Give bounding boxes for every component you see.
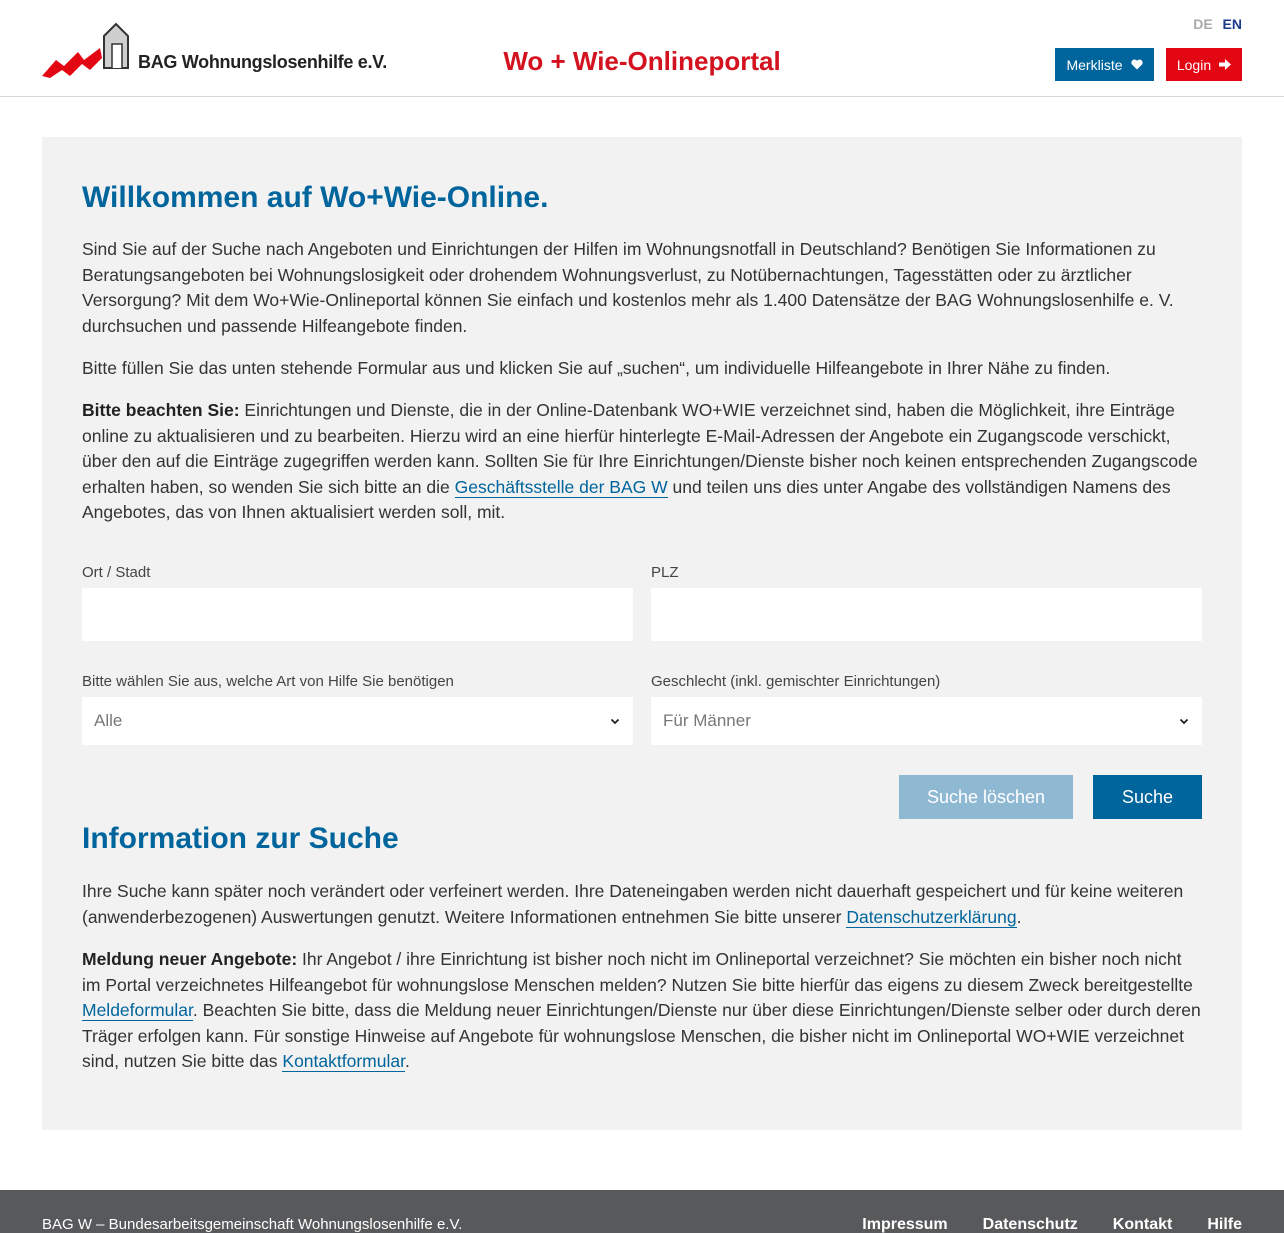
notice-bold: Bitte beachten Sie: (82, 400, 240, 420)
notice-text-1: Einrichtungen und Dienste, die in der Online-Datenbank WO+WIE verzeichnet sind, haben die Möglichkeit, ihre Einträge online zu aktualisieren und zu bearbeiten. Hierzu wird an eine hierfür hinterlegte E-Mail-Adressen der Angebote ein Zugangscode verschickt, über den auf die Einträge zugegriffen werden kann. Sollten Sie für Ihre Einrichtungen/Dienste bisher noch keinen entsprechenden Zugangscode erhalten haben, so wenden Sie sich bitte an die (82, 400, 1198, 497)
info-text-end: . (1016, 906, 1022, 927)
info-text-1: Ihre Suche kann später noch verändert oder verfeinert werden. Ihre Dateneingaben werden nicht dauerhaft gespeichert und für keine weiteren (anwenderbezogenen) Auswertungen genutzt. Weitere Informationen entnehmen Sie bitte unserer (82, 881, 1184, 927)
city-input[interactable] (82, 588, 633, 641)
footer-link-impressum[interactable]: Impressum (862, 1216, 948, 1233)
gender-label: Geschlecht (inkl. gemischter Einrichtungen) (651, 673, 941, 690)
main-panel (42, 137, 1242, 1130)
info-title: Information zur Suche (82, 822, 399, 855)
logo-text: BAG Wohnungslosenhilfe e.V. (138, 52, 387, 72)
notice-text (82, 398, 1202, 526)
page-title: Willkommen auf Wo+Wie-Online. (82, 181, 549, 214)
footer-org: BAG W – Bundesarbeitsgemeinschaft Wohnungslosenhilfe e.V. (42, 1216, 463, 1233)
footer-link-kontakt[interactable]: Kontakt (1112, 1216, 1173, 1233)
kontaktformular-link[interactable]: Kontaktformular (282, 1051, 405, 1071)
portal-title: Wo + Wie-Onlineportal (503, 46, 781, 76)
clear-search-button[interactable]: Suche löschen (899, 775, 1073, 819)
report-text (82, 947, 1202, 1075)
lang-de-link[interactable]: DE (1193, 16, 1213, 32)
lang-en-link[interactable]: EN (1222, 16, 1242, 32)
notice-text-2: und teilen uns dies unter Angabe des vollständigen Namens des Angebotes, das von Ihnen aktualisiert werden soll, mit. (82, 476, 1171, 522)
gender-value: Für Männer (663, 711, 751, 730)
report-text-2: . Beachten Sie bitte, dass die Meldung neuer Einrichtungen/Dienste nur über diese Einrichtungen/Dienste selber oder durch deren Träger erfolgen kann. Für sonstige Hinweise auf Angebote für wohnungslose Menschen, die bisher nicht im Onlineportal WO+WIE verzeichnet sind, nutzen Sie bitte das (82, 1000, 1201, 1071)
intro-text: Sind Sie auf der Suche nach Angeboten und Einrichtungen der Hilfen im Wohnungsnotfall in Deutschland? Benötigen Sie Informationen zu Beratungsangeboten bei Wohnungslosigkeit oder drohendem Wohnungsverlust, zu Notübernachtungen, Tagesstätten oder zu ärztlicher Versorgung? Mit dem Wo+Wie-Onlineportal können Sie einfach und kostenlos mehr als 1.400 Datensätze der BAG Wohnungslosenhilfe e. V. durchsuchen und passende Hilfeangebote finden. (82, 239, 1174, 336)
arrow-right-icon (1219, 59, 1231, 70)
site-footer (0, 1190, 1284, 1233)
merkliste-button[interactable] (1055, 48, 1154, 81)
heart-icon (1131, 59, 1143, 70)
instruction-text: Bitte füllen Sie das unten stehende Formular aus und klicken Sie auf „suchen“, um individuelle Hilfeangebote in Ihrer Nähe zu finden. (82, 358, 1111, 378)
chevron-down-icon (1178, 715, 1190, 727)
meldeformular-link[interactable]: Meldeformular (82, 1000, 193, 1020)
footer-link-hilfe[interactable]: Hilfe (1207, 1216, 1242, 1233)
help-type-label: Bitte wählen Sie aus, welche Art von Hilfe Sie benötigen (82, 673, 454, 690)
login-button[interactable] (1166, 48, 1242, 81)
footer-nav (862, 1216, 1242, 1233)
chevron-down-icon (609, 715, 621, 727)
report-end: . (404, 1051, 410, 1071)
footer-link-datenschutz[interactable]: Datenschutz (982, 1216, 1078, 1233)
login-label: Login (1176, 56, 1212, 73)
merkliste-label: Merkliste (1066, 56, 1123, 73)
site-header (0, 0, 1284, 97)
gender-select[interactable] (651, 697, 1202, 745)
language-switch (1187, 16, 1242, 32)
plz-input[interactable] (651, 588, 1202, 641)
search-button[interactable]: Suche (1093, 775, 1202, 819)
plz-label: PLZ (651, 564, 679, 581)
geschaeftsstelle-link[interactable]: Geschäftsstelle der BAG W (454, 476, 668, 497)
help-type-select[interactable] (82, 697, 633, 745)
info-text (82, 879, 1202, 930)
report-text-1: Ihr Angebot / ihre Einrichtung ist bisher noch nicht im Onlineportal verzeichnet? Sie möchten ein bisher noch nicht im Portal verzeichnetes Hilfeangebot für wohnungslose Menschen melden? Nutzen Sie bitte hierfür das eigens zu diesem Zweck bereitgestellte (82, 949, 1193, 995)
report-bold: Meldung neuer Angebote: (82, 949, 298, 969)
privacy-link[interactable]: Datenschutzerklärung (846, 906, 1017, 927)
help-type-value: Alle (94, 711, 123, 730)
city-label: Ort / Stadt (82, 564, 151, 581)
